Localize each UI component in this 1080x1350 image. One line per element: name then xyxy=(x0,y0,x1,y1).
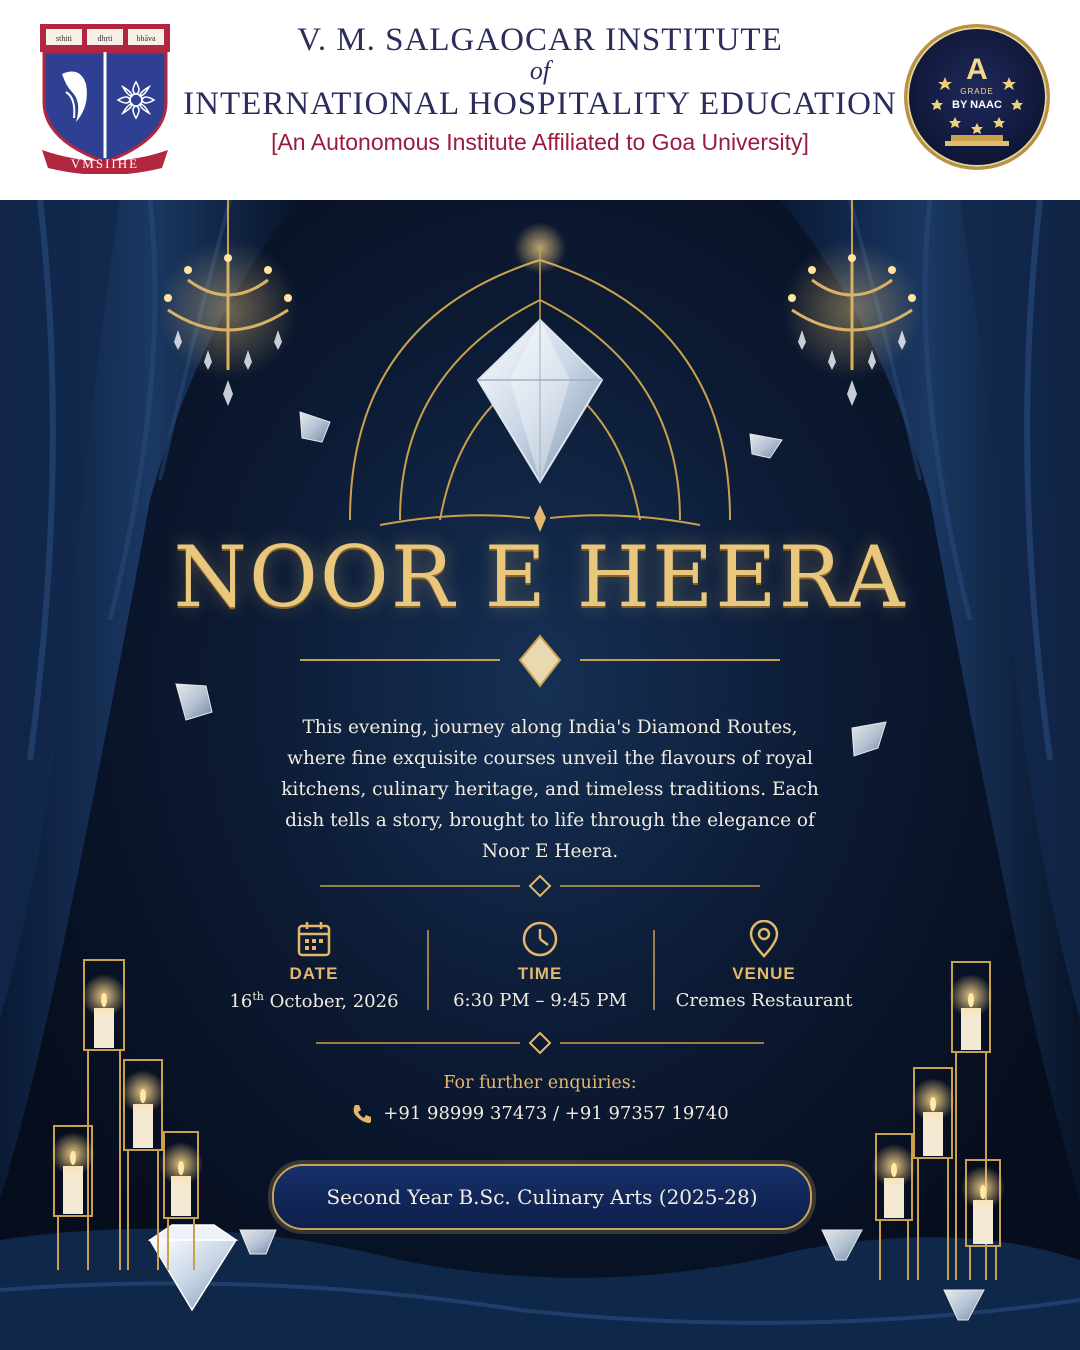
venue-info xyxy=(654,920,874,1011)
batch-banner: Second Year B.Sc. Culinary Arts (2025-28) xyxy=(272,1164,812,1230)
svg-text:VMSIIHE: VMSIIHE xyxy=(70,156,140,171)
svg-text:dhṛti: dhṛti xyxy=(97,34,113,43)
affiliation-text: [An Autonomous Institute Affiliated to Goa University] xyxy=(271,129,809,155)
naac-grade-badge xyxy=(904,24,1050,170)
phone-numbers: +91 98999 37473 / +91 97357 19740 xyxy=(383,1103,729,1124)
date-info xyxy=(204,920,424,1012)
date-label: DATE xyxy=(289,964,339,983)
institute-header xyxy=(0,0,1080,200)
naac-by-label: BY NAAC xyxy=(952,99,1002,111)
event-description: This evening, journey along India's Diamond Routes, where fine exquisite courses unveil the flavours of royal kitchens, culinary heritage, and timeless traditions. Each dish tells a story, brought to life through the elegance of Noor E Heera. xyxy=(281,717,819,862)
phone-icon xyxy=(351,1103,373,1125)
naac-grade-label: GRADE xyxy=(960,87,994,96)
institute-name-block xyxy=(180,22,900,160)
institute-crest-logo xyxy=(36,22,174,174)
time-label: TIME xyxy=(517,964,563,983)
clock-icon xyxy=(521,920,559,958)
date-day: 16 xyxy=(229,991,253,1012)
calendar-icon xyxy=(296,920,332,958)
venue-label: VENUE xyxy=(732,964,796,983)
date-value xyxy=(204,990,424,1012)
naac-grade-letter: A xyxy=(966,53,988,86)
diamond-icon xyxy=(478,320,602,482)
location-pin-icon xyxy=(747,920,781,958)
institute-name-line1: V. M. SALGAOCAR INSTITUTE xyxy=(297,22,783,58)
institute-name-line3: INTERNATIONAL HOSPITALITY EDUCATION xyxy=(183,86,897,122)
enquiries-phones xyxy=(300,1103,780,1125)
event-poster xyxy=(0,200,1080,1350)
svg-text:sthiti: sthiti xyxy=(55,34,73,43)
venue-value: Cremes Restaurant xyxy=(675,990,853,1011)
institute-name-of: of xyxy=(529,56,551,85)
svg-text:bhāva: bhāva xyxy=(136,34,156,43)
date-month-year: October, 2026 xyxy=(263,991,399,1012)
title-underline-ornament xyxy=(300,636,780,686)
date-suffix: th xyxy=(252,990,264,1003)
time-value: 6:30 PM – 9:45 PM xyxy=(453,990,627,1011)
time-info xyxy=(430,920,650,1011)
enquiries-title: For further enquiries: xyxy=(443,1073,637,1093)
event-title: NOOR E HEERA xyxy=(173,528,907,626)
star-ring-icon xyxy=(907,27,1047,167)
